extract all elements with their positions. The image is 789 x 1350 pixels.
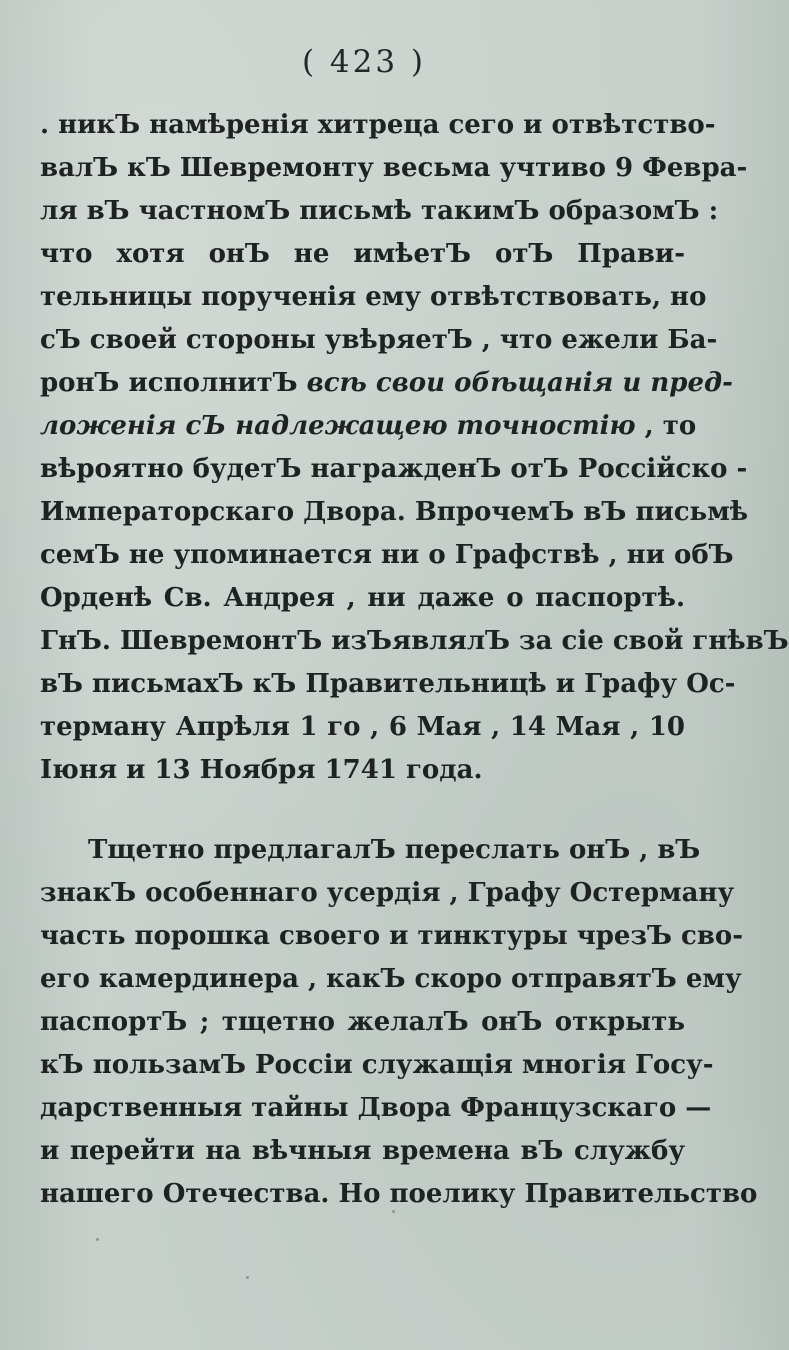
text-line: вѣроятно будетЪ награжденЪ отЪ Россійско - — [40, 454, 748, 484]
text-body — [40, 104, 789, 1216]
text-line: нашего Отечества. Но поелику Правительство — [40, 1179, 758, 1209]
page-number: ( 423 ) — [301, 44, 427, 80]
text-line: часть порошка своего и тинктуры чрезЪ сво- — [40, 921, 744, 951]
text-line: кЪ пользамЪ Россіи служащія многія Госу- — [40, 1050, 714, 1080]
paragraph-gap — [40, 792, 685, 829]
text-line: паспортЪ ; тщетно желалЪ онЪ открыть — [40, 1007, 685, 1037]
text-line: тельницы порученія ему отвѣтствовать, но — [40, 282, 707, 312]
text-line: валЪ кЪ Шевремонту весьма учтиво 9 Февра- — [40, 153, 748, 183]
text-line: и перейти на вѣчныя времена вЪ службу — [40, 1136, 685, 1166]
text-line: ля вЪ частномЪ письмѣ такимЪ образомЪ : — [40, 196, 719, 226]
italic-emphasis: всѣ свои обѣщанія и пред- — [306, 368, 733, 398]
text-line: Іюня и 13 Ноября 1741 года. — [40, 755, 483, 785]
paragraph-1 — [40, 104, 789, 792]
text-line: семЪ не упоминается ни о Графствѣ , ни обЪ — [40, 540, 734, 570]
text-line — [40, 362, 733, 405]
paper-speck — [96, 1238, 99, 1241]
text-run: , то — [635, 411, 697, 441]
text-line: Тщетно предлагалЪ переслать онЪ , вЪ — [88, 835, 701, 865]
text-line: ГнЪ. ШевремонтЪ изЪявлялЪ за сіе свой гнѣвЪ — [40, 626, 789, 656]
paragraph-2 — [40, 829, 758, 1216]
italic-emphasis: ложенія сЪ надлежащею точностію — [40, 411, 636, 441]
text-line: терману Апрѣля 1 го , 6 Мая , 14 Мая , 10 — [40, 712, 685, 742]
text-line: знакЪ особеннаго усердія , Графу Остерману — [40, 878, 735, 908]
text-run: ронЪ исполнитЪ — [40, 368, 307, 398]
text-line: . никЪ намѣренія хитреца сего и отвѣтство- — [40, 110, 716, 140]
text-line — [40, 405, 697, 448]
text-line: Орденѣ Св. Андрея , ни даже о паспортѣ. — [40, 583, 685, 613]
text-line: Императорскаго Двора. ВпрочемЪ вЪ письмѣ — [40, 497, 749, 527]
text-line: что хотя онЪ не имѣетЪ отЪ Прави- — [40, 239, 685, 269]
paper-speck — [246, 1276, 249, 1279]
text-line: сЪ своей стороны увѣряетЪ , что ежели Ба- — [40, 325, 718, 355]
paper-speck — [392, 1210, 395, 1213]
text-line: вЪ письмахЪ кЪ Правительницѣ и Графу Ос- — [40, 669, 736, 699]
text-line: дарственныя тайны Двора Французскаго — — [40, 1093, 712, 1123]
text-line: его камердинера , какЪ скоро отправятЪ ему — [40, 964, 742, 994]
